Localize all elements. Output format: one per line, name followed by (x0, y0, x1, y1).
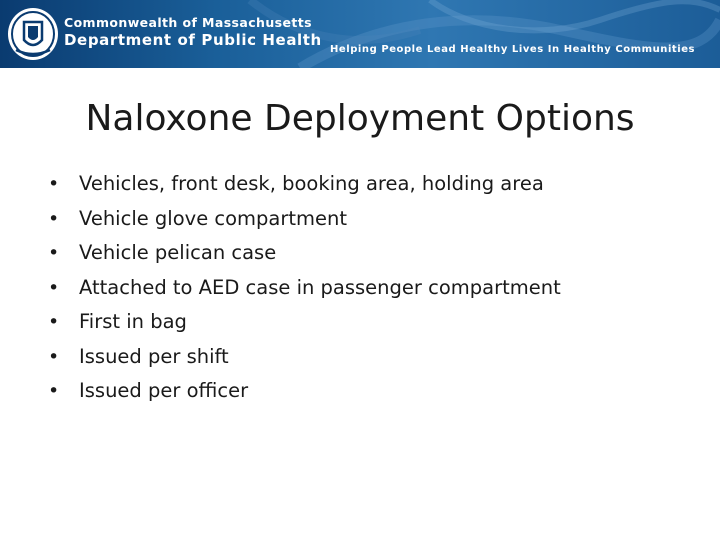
bullet-glyph: • (48, 207, 60, 230)
bullet-glyph: • (48, 380, 60, 402)
slide-title: Naloxone Deployment Options (85, 98, 635, 139)
bullet-item (48, 239, 561, 274)
bullet-item (48, 308, 561, 343)
bullet-text: Vehicles, front desk, booking area, holding area (79, 172, 544, 195)
bullet-glyph: • (48, 276, 60, 299)
org-name-line1: Commonwealth of Massachusetts (64, 15, 312, 30)
bullet-text: Vehicle glove compartment (79, 206, 348, 230)
bullet-item (48, 170, 561, 205)
bullet-text: Attached to AED case in passenger compartment (79, 275, 561, 299)
bullet-item (48, 343, 561, 378)
bullet-text: Vehicle pelican case (79, 241, 277, 264)
bullet-text: Issued per shift (79, 344, 229, 368)
bullet-item (48, 274, 561, 309)
bullet-item (48, 377, 561, 412)
bullet-list (48, 170, 561, 412)
org-name-line2: Department of Public Health (64, 31, 322, 49)
bullet-item (48, 205, 561, 240)
bullet-text: First in bag (79, 310, 187, 333)
bullet-text: Issued per officer (79, 379, 249, 402)
bullet-glyph: • (48, 345, 60, 368)
org-tagline: Helping People Lead Healthy Lives In Healthy Communities (330, 44, 696, 55)
bullet-glyph: • (48, 173, 60, 195)
bullet-glyph: • (48, 311, 60, 333)
bullet-glyph: • (48, 242, 60, 264)
massachusetts-seal-icon (6, 6, 60, 62)
header-banner (0, 0, 720, 68)
